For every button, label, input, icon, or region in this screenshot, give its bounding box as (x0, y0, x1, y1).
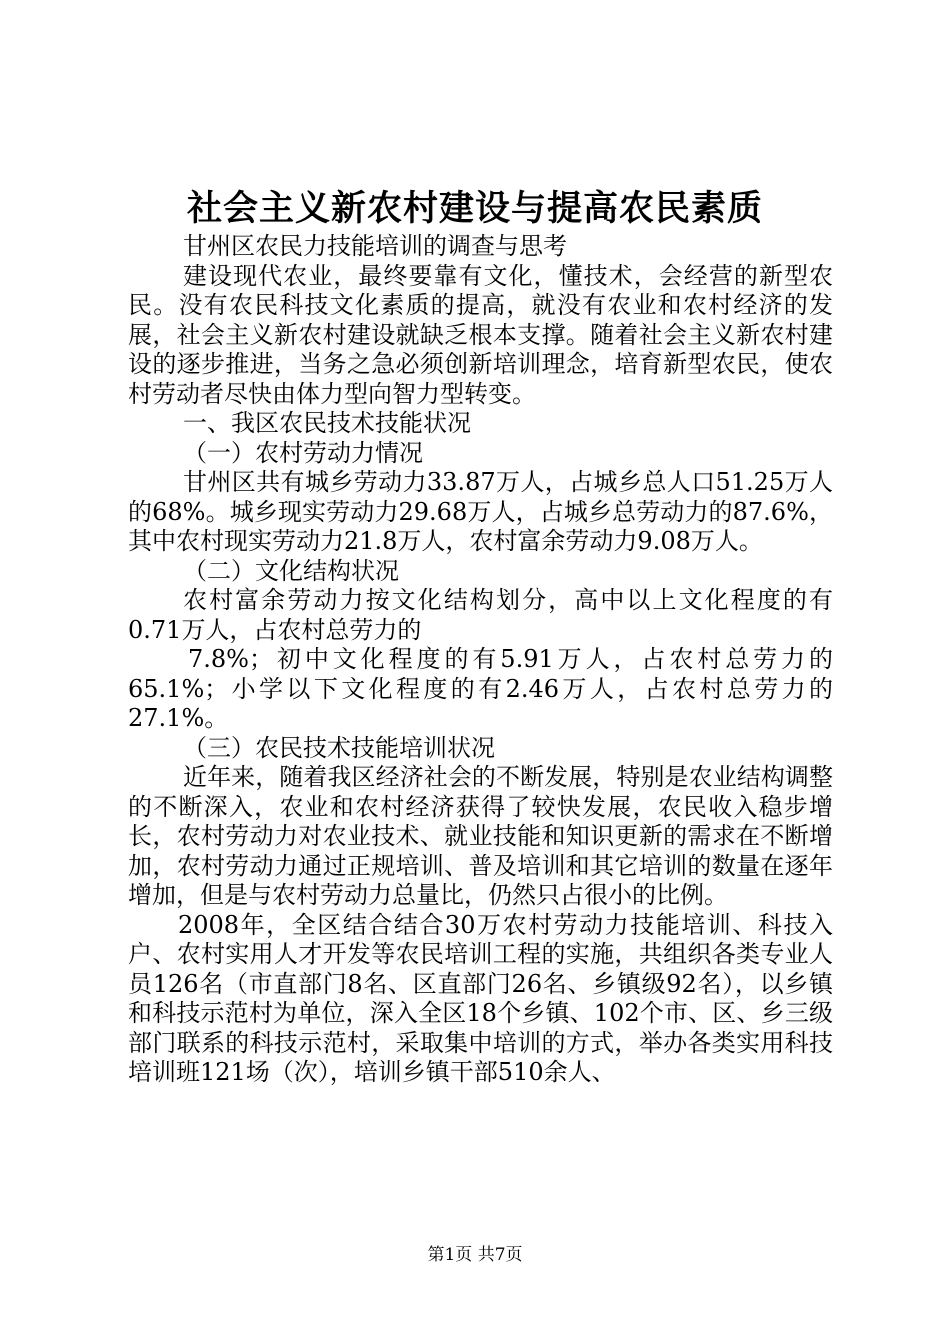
body-paragraph: 近年来，随着我区经济社会的不断发展，特别是农业结构调整的不断深入，农业和农村经济获得了较快发展，农民收入稳步增长，农村劳动力对农业技术、就业技能和知识更新的需求在不断增加，农村劳动力通过正规培训、普及培训和其它培训的数量在逐年增加，但是与农村劳动力总量比，仍然只占很小的比例。 (128, 763, 833, 909)
subsection-heading: （一）农村劳动力情况 (183, 438, 423, 467)
body-paragraph: 7.8%；初中文化程度的有5.91万人，占农村总劳力的65.1%；小学以下文化程度的有2.46万人，占农村总劳力的27.1%。 (128, 645, 833, 732)
body-paragraph: 甘州区共有城乡劳动力33.87万人，占城乡总人口51.25万人的68%。城乡现实劳动力29.68万人，占城乡总劳动力的87.6%，其中农村现实劳动力21.8万人，农村富余劳动力9.08万人。 (128, 468, 833, 555)
document-body (128, 232, 833, 1088)
body-paragraph: 2008年，全区结合结合30万农村劳动力技能培训、科技入户、农村实用人才开发等农民培训工程的实施，共组织各类专业人员126名（市直部门8名、区直部门26名、乡镇级92名），以乡镇和科技示范村为单位，深入全区18个乡镇、102个市、区、乡三级部门联系的科技示范村，采取集中培训的方式，举办各类实用科技培训班121场（次），培训乡镇干部510余人、 (128, 910, 833, 1086)
subsection-heading: （三）农民技术技能培训状况 (183, 733, 495, 762)
section-heading: 一、我区农民技术技能状况 (183, 409, 471, 437)
subsection-heading: （二）文化结构状况 (183, 556, 399, 585)
document-title: 社会主义新农村建设与提高农民素质 (186, 188, 763, 229)
subtitle-paragraph: 甘州区农民力技能培训的调查与思考 (183, 232, 567, 260)
body-paragraph: 农村富余劳动力按文化结构划分，高中以上文化程度的有0.71万人，占农村总劳力的 (128, 586, 833, 644)
intro-paragraph: 建设现代农业，最终要靠有文化，懂技术，会经营的新型农民。没有农民科技文化素质的提高，就没有农业和农村经济的发展，社会主义新农村建设就缺乏根本支撑。随着社会主义新农村建设的逐步推进，当务之急必须创新培训理念，培育新型农民，使农村劳动者尽快由体力型向智力型转变。 (128, 261, 833, 408)
page-footer: 第1页 共7页 (427, 1245, 523, 1265)
